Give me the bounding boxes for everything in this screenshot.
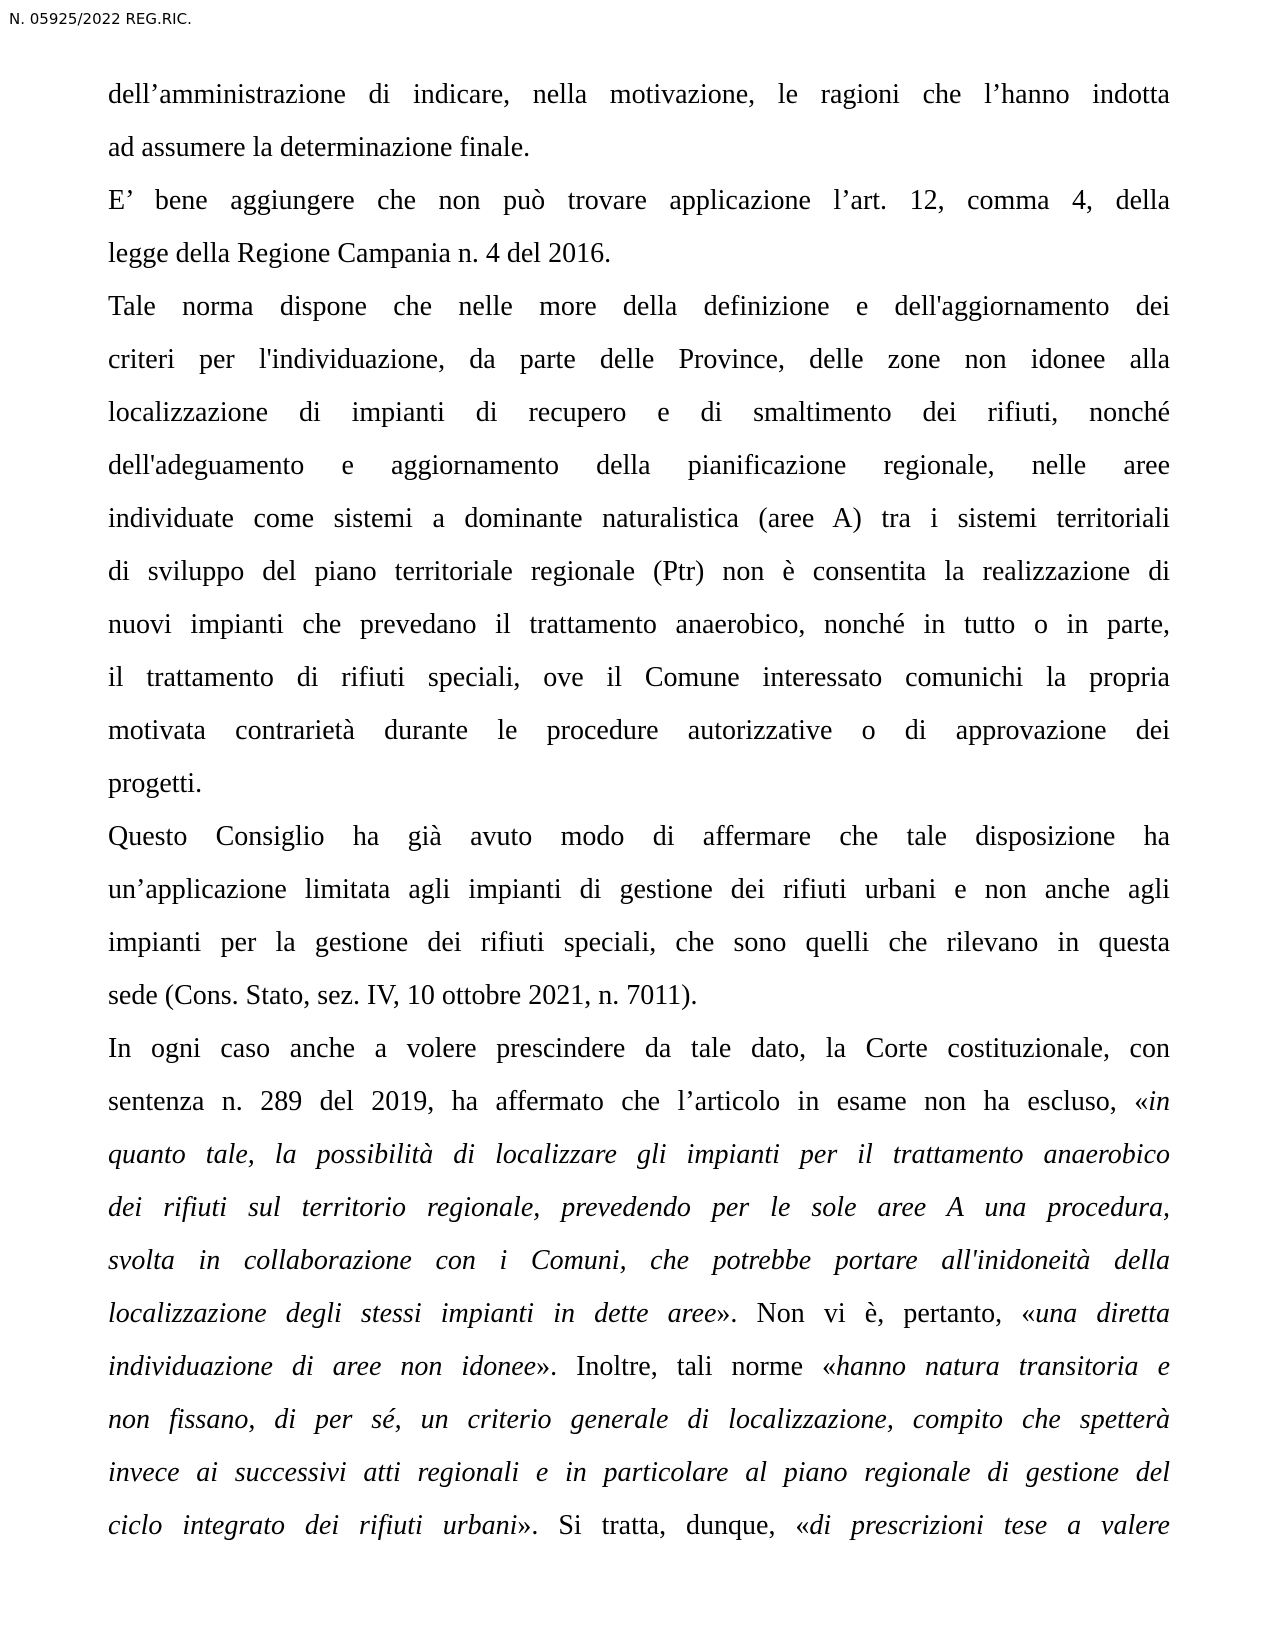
italic-text: non fissano, di per sé, un criterio generale di localizzazione, compito che spetterà xyxy=(108,1404,1170,1435)
text-segment: legge della Regione Campania n. 4 del 2016. xyxy=(108,238,612,269)
italic-text: ciclo integrato dei rifiuti urbani xyxy=(108,1510,518,1541)
italic-text: svolta in collaborazione con i Comuni, che potrebbe portare all'inidoneità della xyxy=(108,1245,1170,1276)
text-line xyxy=(108,1234,1170,1287)
text-line xyxy=(108,1128,1170,1181)
text-segment: dell'adeguamento e aggiornamento della pianificazione regionale, nelle aree xyxy=(108,450,1170,481)
text-line xyxy=(108,704,1170,757)
text-segment: dell’amministrazione di indicare, nella motivazione, le ragioni che l’hanno indotta xyxy=(108,79,1170,110)
text-segment: E’ bene aggiungere che non può trovare applicazione l’art. 12, comma 4, della xyxy=(108,185,1170,216)
text-line xyxy=(108,916,1170,969)
text-line xyxy=(108,280,1170,333)
text-line xyxy=(108,1075,1170,1128)
italic-text: in xyxy=(1148,1086,1170,1117)
text-segment: sede (Cons. Stato, sez. IV, 10 ottobre 2021, n. 7011). xyxy=(108,980,698,1011)
italic-text: hanno natura transitoria e xyxy=(836,1351,1170,1382)
text-line xyxy=(108,969,1170,1022)
text-segment: il trattamento di rifiuti speciali, ove il Comune interessato comunichi la propria xyxy=(108,662,1170,693)
italic-text: di prescrizioni tese a valere xyxy=(809,1510,1170,1541)
text-line xyxy=(108,121,1170,174)
text-segment: In ogni caso anche a volere prescindere da tale dato, la Corte costituzionale, con xyxy=(108,1033,1170,1064)
text-segment: sentenza n. 289 del 2019, ha affermato che l’articolo in esame non ha escluso, « xyxy=(108,1086,1149,1117)
text-segment: ». Inoltre, tali norme « xyxy=(536,1351,837,1382)
text-line xyxy=(108,1340,1170,1393)
text-line xyxy=(108,598,1170,651)
text-line xyxy=(108,1499,1170,1552)
text-line xyxy=(108,227,1170,280)
text-segment: motivata contrarietà durante le procedure autorizzative o di approvazione dei xyxy=(108,715,1170,746)
text-segment: ad assumere la determinazione finale. xyxy=(108,132,531,163)
text-segment: criteri per l'individuazione, da parte delle Province, delle zone non idonee alla xyxy=(108,344,1170,375)
text-line xyxy=(108,810,1170,863)
register-number: N. 05925/2022 REG.RIC. xyxy=(9,10,192,28)
text-segment: un’applicazione limitata agli impianti di gestione dei rifiuti urbani e non anche agli xyxy=(108,874,1170,905)
text-segment: impianti per la gestione dei rifiuti speciali, che sono quelli che rilevano in questa xyxy=(108,927,1170,958)
text-line xyxy=(108,1393,1170,1446)
italic-text: una diretta xyxy=(1035,1298,1170,1329)
text-line xyxy=(108,492,1170,545)
text-line xyxy=(108,1287,1170,1340)
text-segment: Questo Consiglio ha già avuto modo di affermare che tale disposizione ha xyxy=(108,821,1170,852)
italic-text: individuazione di aree non idonee xyxy=(108,1351,537,1382)
text-line xyxy=(108,1022,1170,1075)
text-line xyxy=(108,651,1170,704)
text-line xyxy=(108,863,1170,916)
text-line xyxy=(108,545,1170,598)
text-segment: ». Si tratta, dunque, « xyxy=(517,1510,810,1541)
text-segment: Tale norma dispone che nelle more della definizione e dell'aggiornamento dei xyxy=(108,291,1170,322)
text-segment: individuate come sistemi a dominante naturalistica (aree A) tra i sistemi territoriali xyxy=(108,503,1170,534)
text-segment: nuovi impianti che prevedano il trattamento anaerobico, nonché in tutto o in parte, xyxy=(108,609,1170,640)
text-segment: di sviluppo del piano territoriale regionale (Ptr) non è consentita la realizzazione di xyxy=(108,556,1170,587)
text-line xyxy=(108,439,1170,492)
text-line xyxy=(108,1181,1170,1234)
text-line xyxy=(108,174,1170,227)
text-segment: ». Non vi è, pertanto, « xyxy=(716,1298,1036,1329)
italic-text: localizzazione degli stessi impianti in dette aree xyxy=(108,1298,717,1329)
text-segment: localizzazione di impianti di recupero e di smaltimento dei rifiuti, nonché xyxy=(108,397,1170,428)
text-line xyxy=(108,68,1170,121)
text-line xyxy=(108,1446,1170,1499)
text-line xyxy=(108,333,1170,386)
italic-text: invece ai successivi atti regionali e in particolare al piano regionale di gestione del xyxy=(108,1457,1170,1488)
text-segment: progetti. xyxy=(108,768,203,799)
document-body xyxy=(108,68,1170,1552)
text-line xyxy=(108,757,1170,810)
italic-text: quanto tale, la possibilità di localizzare gli impianti per il trattamento anaerobico xyxy=(108,1139,1170,1170)
text-line xyxy=(108,386,1170,439)
italic-text: dei rifiuti sul territorio regionale, prevedendo per le sole aree A una procedura, xyxy=(108,1192,1170,1223)
